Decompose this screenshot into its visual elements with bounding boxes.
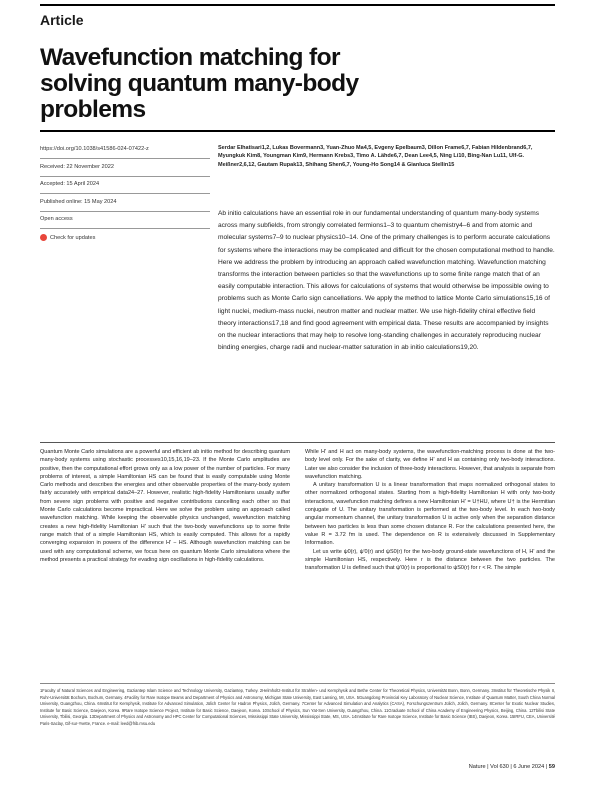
meta-divider xyxy=(40,211,210,212)
published-date: Published online: 15 May 2024 xyxy=(40,198,117,205)
check-updates-label: Check for updates xyxy=(50,234,96,241)
meta-divider xyxy=(40,158,210,159)
section-label: Article xyxy=(40,12,84,28)
footer-separator: | xyxy=(510,764,512,770)
check-updates-icon xyxy=(40,234,47,241)
abstract-rule xyxy=(40,442,555,443)
body-paragraph: A unitary transformation U is a linear transformation that maps normalized orthogonal states to other normalized orthogonal states. Starting from a high-fidelity Hamiltonian H with only two-body interactions, wavefunction matching defines a new Hamiltonian H' = U†HU, where U† is the Hermitian conjugate of U. The unitary transformation is performed at the two-body level. In each two-body angular momentum channel, the unitary transformation U is active only when the separation distance between two particles is less than some chosen distance R. For the calculations presented here, the value R = 3.72 fm is used. The dependence on R is extensively discussed in Supplementary Information. xyxy=(305,482,555,547)
page-number: 59 xyxy=(548,764,555,770)
author-list: Serdar Elhatisari1,2, Lukas Bovermann3, Yuan-Zhuo Ma4,5, Evgeny Epelbaum3, Dillon Frame6,7, Fabian Hildenbrand6,7, Myungkuk Kim8, Youngman Kim9, Hermann Krebs3, Timo A. Lähde6,7, Dean Lee4,5, Ning Li10, Bing-Nan Lu11, Ulf-G. Meißner2,6,12, Gautam Rupak13, Shihang Shen6,7, Young-Ho Song14 & Gianluca Stellin15 xyxy=(218,145,533,168)
doi-link[interactable]: https://doi.org/10.1038/s41586-024-07422-z xyxy=(40,146,149,152)
body-right-column xyxy=(305,448,555,572)
footer-separator: | xyxy=(487,764,489,770)
meta-divider xyxy=(40,193,210,194)
meta-divider xyxy=(40,176,210,177)
received-date: Received: 22 November 2022 xyxy=(40,163,115,170)
meta-column xyxy=(40,146,210,241)
title-rule xyxy=(40,130,555,132)
journal-volume: Vol 630 xyxy=(490,764,509,770)
body-paragraph: While H' and H act on many-body systems, the wavefunction-matching process is done at the two-body level only. For the sake of clarity, we define H' and H as containing only two-body interactions. Later we also consider the inclusion of three-body interactions. However, that analysis is separate from wavefunction matching. xyxy=(305,449,555,480)
body-left-column xyxy=(40,448,290,564)
journal-name: Nature xyxy=(468,764,486,770)
article-title: Wavefunction matching for solving quantum many-body problems xyxy=(40,44,359,123)
body-paragraph: Let us write ψ0(r), ψ'0(r) and ψS0(r) for the two-body ground-state wavefunctions of H, H' and the simple Hamiltonian HS, respectively. Here r is the distance between the two particles. The transformation U is defined such that ψ'0(r) is proportional to ψS0(r) for r < R. The simple xyxy=(305,548,555,572)
page-footer xyxy=(469,764,555,770)
issue-date: 6 June 2024 xyxy=(513,764,545,770)
header-rule xyxy=(40,4,555,6)
abstract: Ab initio calculations have an essential role in our fundamental understanding of quantum many-body systems across many subfields, from strongly correlated fermions1–3 to quantum chemistry4–6 and from atomic and molecular systems7–9 to nuclear physics10–14. One of the primary challenges is to perform accurate calculations for systems where the interactions may be complicated and difficult for the chosen computational method to handle. Here we address the problem by introducing an approach called wavefunction matching. Wavefunction matching transforms the interaction between particles so that the wavefunctions up to some finite range match that of an easily computable interaction. This allows for calculations of systems that would otherwise be impossible owing to problems such as Monte Carlo sign cancellations. We apply the method to lattice Monte Carlo simulations15,16 of light nuclei, medium-mass nuclei, neutron matter and nuclear matter. We use high-fidelity chiral effective field theory interactions17,18 and find good agreement with empirical data. These results are accompanied by insights on the nuclear interactions that may help to resolve long-standing challenges in accurately reproducing nuclear binding energies, charge radii and nuclear-matter saturation in ab initio calculations19,20. xyxy=(218,210,555,352)
body-paragraph: Quantum Monte Carlo simulations are a powerful and efficient ab initio method for describing quantum many-body systems using stochastic processes10,15,16,19–23. If the Monte Carlo amplitudes are positive, then the computational effort grows only as a low power of the number of particles. For many problems of interest, a simple Hamiltonian HS can be found that is easily computable using Monte Carlo methods and describes the energies and other observable properties of the many-body system fairly accurately with empirical data24–27. However, realistic high-fidelity Hamiltonians usually suffer from severe sign problems with positive and negative contributions cancelling each other so that Monte Carlo calculations become impractical. Here we solve the problem using an approach called wavefunction matching. While keeping the observable physics unchanged, wavefunction matching creates a new high-fidelity Hamiltonian H' such that the two-body wavefunctions up to some finite range match that of a simple Hamiltonian HS, which is easily computed. This allows for a rapidly converging expansion in powers of the difference H' − HS. Although wavefunction matching can be used with any computational scheme, we focus here on quantum Monte Carlo simulations where the method presents a practical strategy for evading sign oscillations in high-fidelity calculations. xyxy=(40,449,290,563)
meta-divider xyxy=(40,228,210,229)
affiliations-rule xyxy=(40,683,555,684)
accepted-date: Accepted: 15 April 2024 xyxy=(40,181,100,187)
affiliations: 1Faculty of Natural Sciences and Engineering, Gaziantep Islam Science and Technology University, Gaziantep, Turkey. 2Helmholtz-Institut für Strahlen- und Kernphysik and Bethe Center for Theoretical Physics, Universität Bonn, Bonn, Germany. 3Institut für Theoretische Physik II, Ruhr-Universität Bochum, Bochum, Germany. 4Facility for Rare Isotope Beams and Department of Physics and Astronomy, Michigan State University, East Lansing, MI, USA. 5Guangdong Provincial Key Laboratory of Nuclear Science, Institute of Quantum Matter, South China Normal University, Guangzhou, China. 6Institut für Kernphysik, Institute for Advanced Simulation, Jülich Center for Hadron Physics, Jülich, Germany. 7Center for Advanced Simulation and Analytics (CASA), Forschungszentrum Jülich, Jülich, Germany. 8Center for Exotic Nuclear Studies, Institute for Basic Science, Daejeon, Korea. 9Rare Isotope Science Project, Institute for Basic Science, Daejeon, Korea. 10School of Physics, Sun Yat-Sen University, Guangzhou, China. 11Graduate School of China Academy of Engineering Physics, Beijing, China. 12Tbilisi State University, Tbilisi, Georgia. 13Department of Physics and Astronomy and HPC Center for Computational Sciences, Mississippi State University, Mississippi State, MS, USA. 14Institute for Rare Isotope Science, Institute for Basic Science (IBS), Daejeon, Korea. 15IRFU, CEA, Université Paris-Saclay, Gif-sur-Yvette, France. e-mail: leed@frib.msu.edu xyxy=(40,688,555,726)
open-access-label: Open access xyxy=(40,216,73,222)
check-updates-button[interactable] xyxy=(40,234,210,242)
footer-separator: | xyxy=(545,764,548,770)
